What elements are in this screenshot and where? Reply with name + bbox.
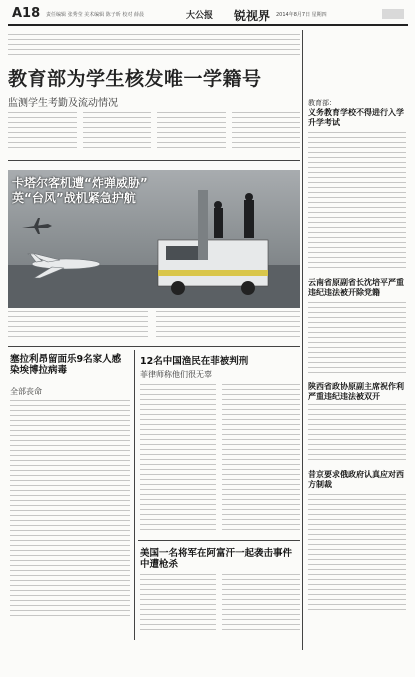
photo-headline-line2: 英“台风”战机紧急护航 bbox=[12, 191, 136, 205]
lead-article-body bbox=[8, 112, 300, 152]
page-number: A18 bbox=[12, 6, 41, 21]
column-name: 锐视界 bbox=[234, 9, 271, 23]
divider bbox=[8, 346, 300, 347]
editor-credits: 责任编辑 张秀莹 美术编辑 陈子昕 校对 薛晨 bbox=[46, 12, 144, 18]
lead-column bbox=[83, 112, 152, 152]
sidebar-headline: 陕西省政协原副主席祝作利严重违纪违法被双开 bbox=[308, 382, 404, 401]
photo-headline-line1: 卡塔尔客机遭“炸弹威胁” bbox=[12, 176, 148, 190]
lead-headline: 教育部为学生核发唯一学籍号 bbox=[8, 68, 262, 90]
lead-column bbox=[8, 112, 77, 152]
photo-caption bbox=[8, 311, 300, 341]
sidebar-headline: 云南省原副省长沈培平严重违纪违法被开除党籍 bbox=[308, 278, 404, 297]
story-body bbox=[10, 400, 130, 620]
lead-column bbox=[232, 112, 301, 152]
divider bbox=[138, 540, 300, 541]
sidebar-body bbox=[308, 494, 406, 614]
story-headline: 美国一名将军在阿富汗一起袭击事件中遭枪杀 bbox=[140, 548, 293, 570]
lead-column bbox=[157, 112, 226, 152]
story-body bbox=[140, 574, 216, 634]
story-body bbox=[222, 384, 300, 534]
lead-subheadline: 监测学生考勤及流动情况 bbox=[8, 98, 118, 109]
story-body bbox=[140, 384, 216, 534]
sidebar-body bbox=[308, 132, 406, 272]
story-headline: 12名中国渔民在菲被判刑 bbox=[140, 356, 249, 367]
sidebar-headline: 义务教育学校不得进行入学升学考试 bbox=[308, 108, 404, 127]
sidebar-kicker: 教育部： bbox=[308, 99, 336, 107]
photo-headline bbox=[12, 176, 148, 206]
story-body bbox=[222, 574, 300, 634]
caption-column bbox=[156, 311, 300, 337]
section-flag bbox=[382, 9, 404, 19]
fighter-jet-icon bbox=[22, 218, 52, 234]
divider bbox=[8, 160, 300, 161]
story-subheadline: 菲律师称他们很无辜 bbox=[140, 370, 212, 379]
intro-text bbox=[8, 34, 300, 56]
sidebar-body bbox=[308, 302, 406, 374]
column-rule bbox=[134, 350, 135, 640]
issue-date: 2014年8月7日 星期四 bbox=[276, 12, 327, 18]
sidebar-headline: 昔京要求俄政府认真应对西方制裁 bbox=[308, 470, 404, 489]
caption-column bbox=[8, 311, 148, 337]
story-subheadline: 全部丧命 bbox=[10, 387, 42, 396]
page-header bbox=[8, 6, 408, 26]
sidebar-body bbox=[308, 404, 406, 464]
story-headline: 塞拉利昂留面乐9名家人感染埃博拉病毒 bbox=[10, 354, 122, 376]
paper-name: 大公报 bbox=[186, 11, 214, 21]
column-rule bbox=[302, 30, 303, 650]
